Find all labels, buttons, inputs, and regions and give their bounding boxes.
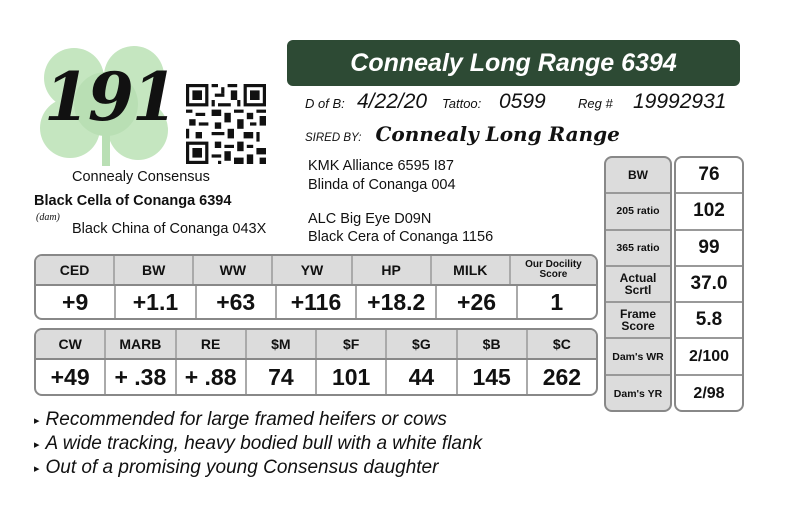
epd-value-re: + .88 <box>177 360 247 394</box>
perf-label-scrotal: Actual Scrtl <box>606 267 670 303</box>
epd-header-cw: CW <box>36 330 106 358</box>
sire-sire: KMK Alliance 6595 I87 <box>308 158 454 174</box>
performance-table <box>604 156 744 412</box>
epd-value-b: 145 <box>458 360 528 394</box>
epd-value-g: 44 <box>387 360 457 394</box>
epd-header-docility: Our Docility Score <box>525 259 582 280</box>
epd-value-f: 101 <box>317 360 387 394</box>
perf-value-scrotal: 37.0 <box>676 267 742 303</box>
performance-labels <box>604 156 672 412</box>
list-item <box>34 408 482 432</box>
epd-header-m: $M <box>247 330 317 358</box>
epd-header-ced: CED <box>36 256 115 284</box>
epd-value-c: 262 <box>542 363 582 390</box>
sired-by-row <box>305 122 620 146</box>
epd-value-m: 74 <box>247 360 317 394</box>
epd-value-marb: + .38 <box>106 360 176 394</box>
page-title: Connealy Long Range 6394 <box>350 48 677 77</box>
reg-label: Reg # <box>578 96 613 111</box>
performance-values <box>674 156 744 412</box>
dob-label: D of B: <box>305 96 345 111</box>
epd-table-1 <box>34 254 598 320</box>
epd-header-bw: BW <box>115 256 194 284</box>
dam-sire: ALC Big Eye D09N <box>308 211 432 227</box>
note-text: Recommended for large framed heifers or cows <box>45 409 447 430</box>
epd-header-b: $B <box>458 330 528 358</box>
epd-header-f: $F <box>317 330 387 358</box>
epd-header-row-2 <box>36 330 596 360</box>
epd-table-2 <box>34 328 598 396</box>
epd-header-hp: HP <box>353 256 432 284</box>
perf-value-frame: 5.8 <box>676 303 742 339</box>
bullet-icon: ▸ <box>34 462 40 475</box>
epd-header-yw: YW <box>273 256 352 284</box>
perf-label-dam-wr: Dam's WR <box>606 339 670 375</box>
epd-value-docility: 1 <box>550 288 564 315</box>
dob-value: 4/22/20 <box>357 90 428 113</box>
epd-value-hp: +18.2 <box>357 286 437 318</box>
title-bar <box>287 40 740 86</box>
epd-value-cw: +49 <box>36 360 106 394</box>
bullet-icon: ▸ <box>34 438 40 451</box>
tattoo-label: Tattoo: <box>442 96 482 111</box>
epd-value-bw: +1.1 <box>116 286 196 318</box>
dam-tag: (dam) <box>36 212 60 223</box>
epd-value-row-2 <box>36 360 596 394</box>
reg-value: 19992931 <box>633 90 727 113</box>
lot-number: 191 <box>44 58 176 136</box>
epd-header-re: RE <box>177 330 247 358</box>
perf-label-frame: Frame Score <box>606 303 670 339</box>
note-text: Out of a promising young Consensus daughter <box>45 457 439 478</box>
perf-value-dam-yr: 2/98 <box>693 384 725 402</box>
sire-dam: Blinda of Conanga 004 <box>308 177 456 193</box>
epd-header-row-1 <box>36 256 596 286</box>
sired-by-label: SIRED BY: <box>305 132 362 144</box>
qr-code-icon[interactable] <box>186 84 266 164</box>
perf-value-dam-wr: 2/100 <box>676 339 742 375</box>
epd-value-ced: +9 <box>36 286 116 318</box>
list-item <box>34 456 482 480</box>
epd-value-row-1 <box>36 286 596 318</box>
epd-value-milk: +26 <box>437 286 517 318</box>
perf-value-205: 102 <box>676 194 742 230</box>
epd-header-milk: MILK <box>432 256 511 284</box>
perf-label-205: 205 ratio <box>606 194 670 230</box>
epd-header-g: $G <box>387 330 457 358</box>
notes-list <box>34 408 482 480</box>
perf-label-365: 365 ratio <box>606 231 670 267</box>
dam-name: Black Cella of Conanga 6394 <box>34 193 232 209</box>
sire-name: Connealy Long Range <box>375 122 620 146</box>
epd-value-yw: +116 <box>277 286 357 318</box>
maternal-granddam: Black China of Conanga 043X <box>72 221 267 237</box>
list-item <box>34 432 482 456</box>
epd-header-marb: MARB <box>106 330 176 358</box>
maternal-grandsire: Connealy Consensus <box>72 169 210 185</box>
lot-logo <box>34 42 179 168</box>
note-text: A wide tracking, heavy bodied bull with a white flank <box>45 433 483 454</box>
bullet-icon: ▸ <box>34 414 40 427</box>
epd-header-ww: WW <box>194 256 273 284</box>
perf-value-bw: 76 <box>676 158 742 194</box>
epd-value-ww: +63 <box>197 286 277 318</box>
perf-label-dam-yr: Dam's YR <box>613 387 663 400</box>
tattoo-value: 0599 <box>499 90 546 113</box>
epd-header-c: $C <box>552 336 571 352</box>
perf-value-365: 99 <box>676 231 742 267</box>
dam-dam: Black Cera of Conanga 1156 <box>308 229 494 245</box>
perf-label-bw: BW <box>606 158 670 194</box>
